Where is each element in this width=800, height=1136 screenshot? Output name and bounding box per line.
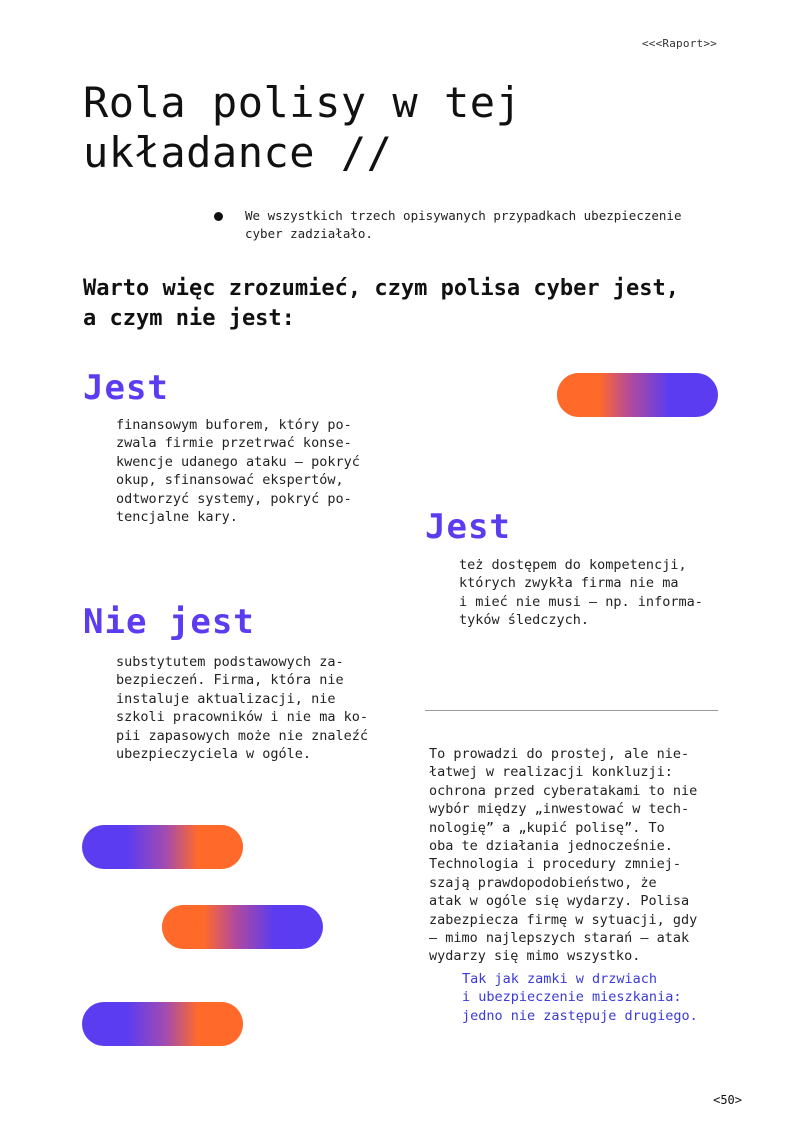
toggle-knob (162, 905, 206, 949)
bullet-text: We wszystkich trzech opisywanych przypadkach ubezpieczenie cyber zadziałało. (245, 208, 682, 241)
jest-text: finansowym buforem, który po- zwala firmie przetrwać konse- kwencje udanego ataku — pokryć okup, sfinansować ekspertów, odtworzyć systemy, pokryć po- tencjalne kary. (116, 417, 360, 526)
toggle-knob (199, 1002, 243, 1046)
toggle-pill-decoration (162, 905, 323, 949)
nie-jest-text: substytutem podstawowych za- bezpieczeń. Firma, która nie instaluje aktualizacji, nie szkoli pracowników i nie ma ko- pii zapasowych może nie znaleźć ubezpieczyciela w ogóle. (116, 654, 368, 763)
toggle-pill-decoration (82, 825, 243, 869)
jest-heading: Jest (83, 368, 169, 408)
bullet-dot-icon (214, 212, 223, 221)
page-number: <50> (713, 1093, 742, 1107)
page-title: Rola polisy w tej układance // (83, 78, 522, 177)
section-subheading: Warto więc zrozumieć, czym polisa cyber jest, a czym nie jest: (83, 276, 680, 331)
toggle-knob (199, 825, 243, 869)
toggle-knob (557, 373, 601, 417)
jest-also-heading: Jest (425, 507, 511, 547)
conclusion-text: To prowadzi do prostej, ale nie- łatwej w realizacji konkluzji: ochrona przed cyberatakami to nie wybór między „inwestować w tech- nologię” a „kupić polisę”. To oba te działania jednocześnie. Technologia i procedury zmniej- szają prawdopodobieństwo, że atak w ogóle się wydarzy. Polisa zabezpiecza firmę w sytuacji, gdy — mimo najlepszych starań — atak wydarzy się mimo wszystko. (429, 746, 698, 965)
conclusion-quote: Tak jak zamki w drzwiach i ubezpieczenie mieszkania: jedno nie zastępuje drugiego. (462, 971, 698, 1024)
report-tag: <<<Raport>> (641, 37, 717, 50)
toggle-pill-decoration (557, 373, 718, 417)
toggle-pill-decoration (82, 1002, 243, 1046)
divider (425, 710, 718, 711)
nie-jest-heading: Nie jest (83, 602, 255, 642)
jest-also-text: też dostępem do kompetencji, których zwykła firma nie ma i mieć nie musi — np. informa- tyków śledczych. (459, 557, 703, 629)
